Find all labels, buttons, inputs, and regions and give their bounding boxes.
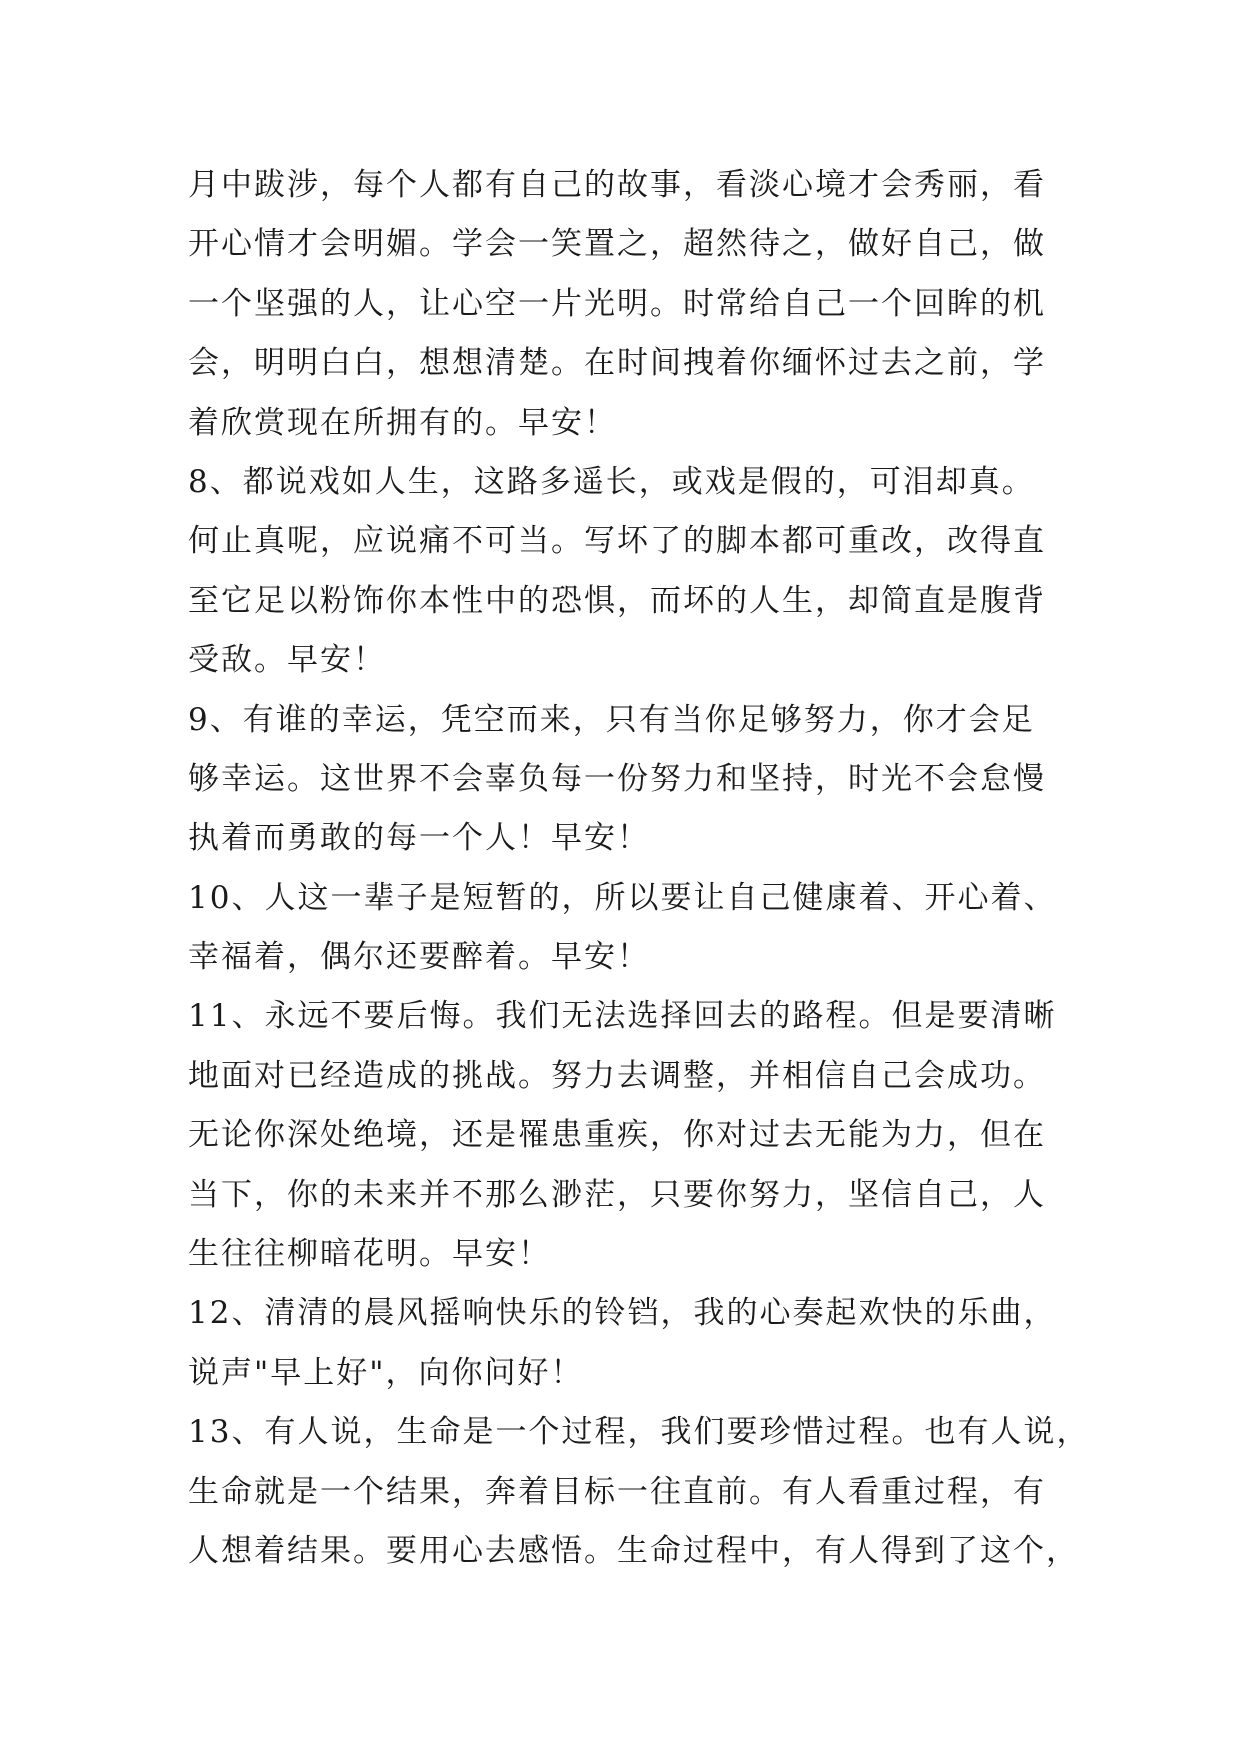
text-line: 当下，你的未来并不那么渺茫，只要你努力，坚信自己，人 <box>188 1176 1046 1213</box>
text-line: 8、都说戏如人生，这路多遥长，或戏是假的，可泪却真。 <box>188 463 1035 500</box>
text-line: 12、清清的晨风摇响快乐的铃铛，我的心奏起欢快的乐曲， <box>188 1295 1057 1332</box>
text-line: 9、有谁的幸运，凭空而来，只有当你足够努力，你才会足 <box>188 701 1035 738</box>
text-line: 执着而勇敢的每一个人！早安！ <box>188 820 650 857</box>
document-body <box>188 156 1090 1581</box>
text-line: 月中跋涉，每个人都有自己的故事，看淡心境才会秀丽，看 <box>188 167 1046 203</box>
text-line: 开心情才会明媚。学会一笑置之，超然待之，做好自己，做 <box>188 226 1046 263</box>
text-line: 13、有人说，生命是一个过程，我们要珍惜过程。也有人说， <box>188 1414 1090 1451</box>
text-line: 会，明明白白，想想清楚。在时间拽着你缅怀过去之前，学 <box>188 345 1046 382</box>
text-line: 何止真呢，应说痛不可当。写坏了的脚本都可重改，改得直 <box>188 523 1046 560</box>
text-line: 生往往柳暗花明。早安！ <box>188 1236 551 1273</box>
text-line: 人想着结果。要用心去感悟。生命过程中，有人得到了这个， <box>188 1532 1079 1569</box>
text-line: 够幸运。这世界不会辜负每一份努力和坚持，时光不会怠慢 <box>188 760 1046 797</box>
text-line: 幸福着，偶尔还要醉着。早安！ <box>188 939 650 976</box>
text-line: 无论你深处绝境，还是罹患重疾，你对过去无能为力，但在 <box>188 1117 1046 1154</box>
text-line: 受敌。早安！ <box>188 642 386 679</box>
text-line: 地面对已经造成的挑战。努力去调整，并相信自己会成功。 <box>188 1057 1046 1094</box>
text-line: 一个坚强的人，让心空一片光明。时常给自己一个回眸的机 <box>188 285 1046 322</box>
text-line: 至它足以粉饰你本性中的恐惧，而坏的人生，却简直是腹背 <box>188 582 1046 619</box>
text-line: 说声"早上好"，向你问好！ <box>188 1354 584 1391</box>
text-line: 11、永远不要后悔。我们无法选择回去的路程。但是要清晰 <box>188 998 1057 1035</box>
text-line: 10、人这一辈子是短暂的，所以要让自己健康着、开心着、 <box>188 879 1057 916</box>
text-line: 生命就是一个结果，奔着目标一往直前。有人看重过程，有 <box>188 1473 1046 1510</box>
text-line: 着欣赏现在所拥有的。早安！ <box>188 404 617 441</box>
